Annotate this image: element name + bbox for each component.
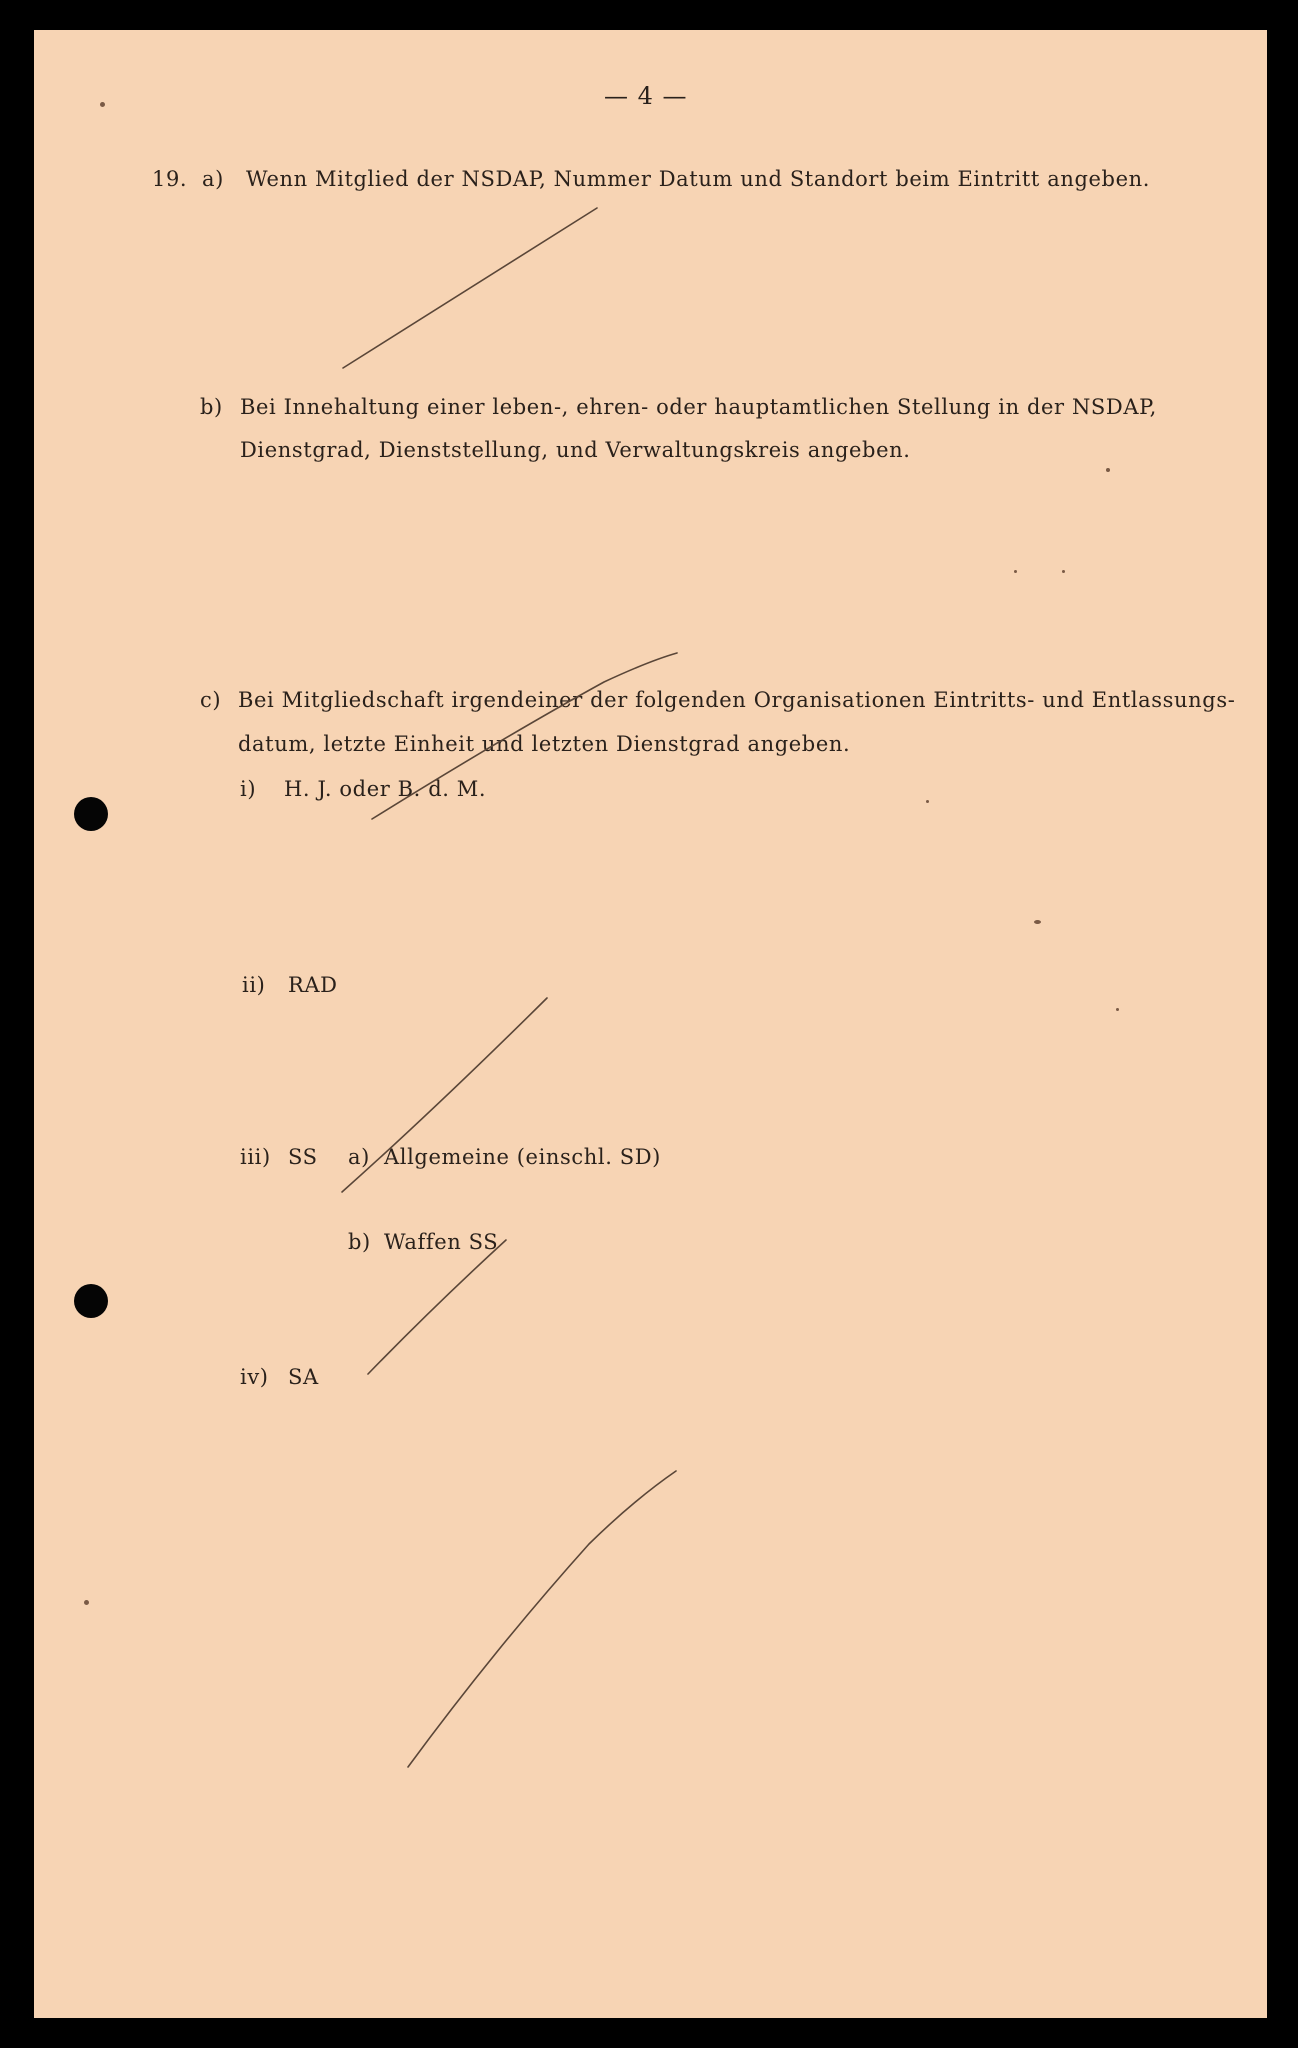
subitem-i-label: H. J. oder B. d. M. (284, 777, 487, 801)
subitem-iii-b-marker: b) (348, 1230, 371, 1254)
paper-speck (1062, 570, 1065, 573)
subitem-iii-label: SS (288, 1145, 318, 1169)
subitem-iv-marker: iv) (240, 1365, 269, 1389)
page-number: — 4 — (604, 82, 688, 110)
subitem-iv-label: SA (288, 1365, 319, 1389)
subitem-ii-label: RAD (288, 973, 338, 997)
cancel-stroke-a (343, 208, 597, 368)
cancel-stroke-i (342, 998, 547, 1192)
subitem-iii-a-marker: a) (348, 1145, 370, 1169)
question-number: 19. (152, 167, 188, 191)
subitem-i-marker: i) (240, 777, 257, 801)
item-b-marker: b) (200, 395, 223, 419)
paper-speck (1116, 1008, 1119, 1011)
cancel-stroke-ii (368, 1240, 506, 1374)
item-b-line1: Bei Innehaltung einer leben-, ehren- oder hauptamtlichen Stellung in der NSDAP, (240, 395, 1157, 419)
paper-speck (1106, 468, 1110, 472)
paper-speck (926, 800, 929, 803)
item-b-line2: Dienstgrad, Dienststellung, und Verwaltungskreis angeben. (240, 438, 911, 462)
paper-speck (100, 102, 105, 107)
cancel-stroke-b (372, 653, 677, 819)
item-a-text: Wenn Mitglied der NSDAP, Nummer Datum und Standort beim Eintritt angeben. (246, 167, 1151, 191)
paper-speck (1014, 570, 1017, 573)
paper-speck (84, 1600, 89, 1605)
punch-hole-upper (74, 797, 108, 831)
subitem-iii-a-label: Allgemeine (einschl. SD) (384, 1145, 661, 1169)
item-a-marker: a) (202, 167, 224, 191)
paper-speck (1034, 920, 1041, 924)
subitem-iii-marker: iii) (240, 1145, 271, 1169)
punch-hole-lower (74, 1284, 108, 1318)
item-c-marker: c) (200, 688, 222, 712)
form-page (34, 30, 1267, 2018)
cancel-stroke-iii-iv (408, 1471, 676, 1767)
subitem-iii-b-label: Waffen SS (384, 1230, 499, 1254)
item-c-line1: Bei Mitgliedschaft irgendeiner der folgenden Organisationen Eintritts- und Entlassungs- (238, 688, 1236, 712)
item-c-line2: datum, letzte Einheit und letzten Dienstgrad angeben. (238, 732, 851, 756)
cancel-strokes (34, 30, 1267, 2018)
subitem-ii-marker: ii) (242, 973, 266, 997)
